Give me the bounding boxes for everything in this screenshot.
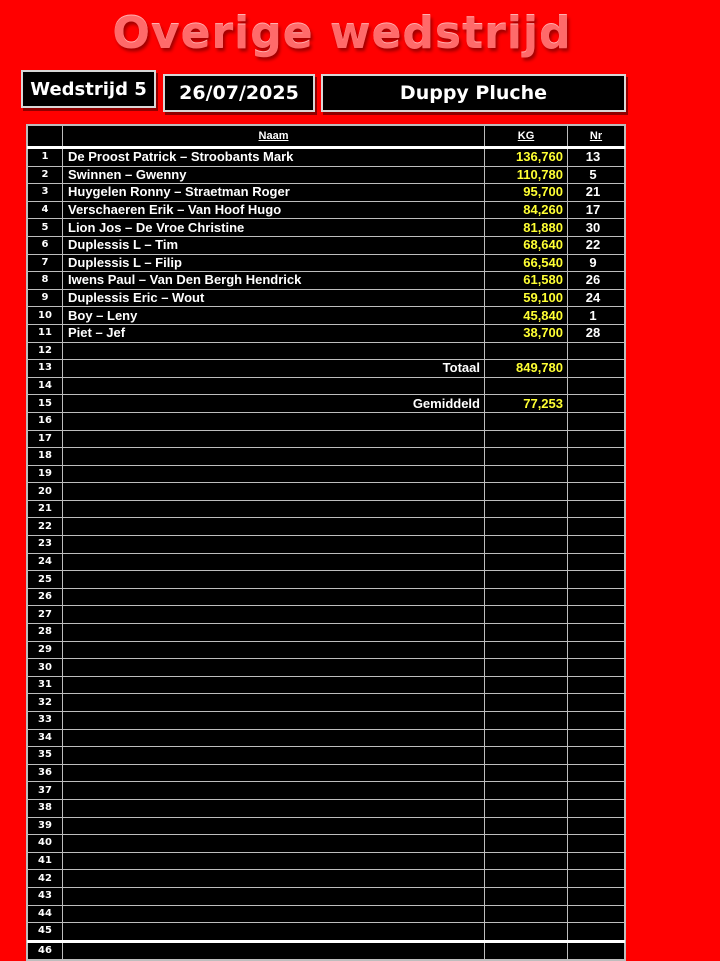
row-index: 27 [28, 606, 63, 624]
nr-value: 9 [568, 254, 625, 272]
kg-value [485, 870, 568, 888]
kg-value [485, 887, 568, 905]
kg-value [485, 694, 568, 712]
nr-value [568, 817, 625, 835]
row-index: 20 [28, 483, 63, 501]
nr-value [568, 852, 625, 870]
kg-value: 110,780 [485, 166, 568, 184]
participant-name [63, 852, 485, 870]
nr-value [568, 553, 625, 571]
row-index: 33 [28, 712, 63, 730]
kg-value: 59,100 [485, 289, 568, 307]
kg-value [485, 659, 568, 677]
table-row [28, 236, 625, 254]
table-row [28, 553, 625, 571]
kg-value [485, 712, 568, 730]
kg-value [485, 764, 568, 782]
kg-value [485, 852, 568, 870]
row-index: 46 [28, 941, 63, 960]
table-row [28, 941, 625, 960]
nr-value: 22 [568, 236, 625, 254]
table-header-row [28, 126, 625, 148]
nr-value [568, 342, 625, 360]
row-index: 25 [28, 571, 63, 589]
kg-value [485, 641, 568, 659]
kg-value [485, 817, 568, 835]
row-index: 44 [28, 905, 63, 923]
nr-value [568, 588, 625, 606]
kg-value [485, 676, 568, 694]
participant-name [63, 712, 485, 730]
row-index: 4 [28, 201, 63, 219]
kg-value: 77,253 [485, 395, 568, 413]
row-index: 30 [28, 659, 63, 677]
row-index: 8 [28, 272, 63, 290]
row-index: 31 [28, 676, 63, 694]
row-index: 6 [28, 236, 63, 254]
table-row [28, 219, 625, 237]
table-row [28, 201, 625, 219]
row-index: 38 [28, 799, 63, 817]
kg-value [485, 536, 568, 554]
participant-name [63, 430, 485, 448]
row-index: 2 [28, 166, 63, 184]
club-box: Duppy Pluche [321, 74, 626, 112]
table-row [28, 377, 625, 395]
kg-value [485, 553, 568, 571]
row-index: 21 [28, 500, 63, 518]
nr-value: 5 [568, 166, 625, 184]
nr-value [568, 905, 625, 923]
participant-name [63, 588, 485, 606]
participant-name [63, 641, 485, 659]
kg-value: 84,260 [485, 201, 568, 219]
row-index: 23 [28, 536, 63, 554]
table-row [28, 148, 625, 167]
participant-name [63, 923, 485, 942]
kg-value: 61,580 [485, 272, 568, 290]
row-index: 36 [28, 764, 63, 782]
table-row [28, 870, 625, 888]
kg-value [485, 923, 568, 942]
row-index: 42 [28, 870, 63, 888]
kg-value [485, 588, 568, 606]
participant-name [63, 571, 485, 589]
table-row [28, 588, 625, 606]
row-index: 24 [28, 553, 63, 571]
participant-name [63, 536, 485, 554]
nr-value [568, 483, 625, 501]
kg-value [485, 500, 568, 518]
nr-value [568, 659, 625, 677]
kg-value [485, 571, 568, 589]
table-row [28, 500, 625, 518]
kg-value [485, 448, 568, 466]
results-table [26, 124, 626, 961]
wedstrijd-number-box: Wedstrijd 5 [21, 70, 156, 108]
participant-name [63, 465, 485, 483]
nr-value: 24 [568, 289, 625, 307]
nr-value [568, 448, 625, 466]
kg-value [485, 377, 568, 395]
kg-value: 45,840 [485, 307, 568, 325]
nr-value: 13 [568, 148, 625, 167]
participant-name: Duplessis L – Filip [63, 254, 485, 272]
kg-value [485, 606, 568, 624]
table-row [28, 307, 625, 325]
participant-name [63, 606, 485, 624]
kg-value [485, 430, 568, 448]
table-row [28, 518, 625, 536]
kg-value [485, 782, 568, 800]
kg-value [485, 799, 568, 817]
row-index: 32 [28, 694, 63, 712]
kg-value [485, 941, 568, 960]
kg-value [485, 518, 568, 536]
table-row [28, 412, 625, 430]
nr-value [568, 500, 625, 518]
row-index: 11 [28, 324, 63, 342]
kg-value [485, 342, 568, 360]
participant-name [63, 887, 485, 905]
table-row [28, 712, 625, 730]
row-index: 5 [28, 219, 63, 237]
row-index: 35 [28, 747, 63, 765]
table-row [28, 448, 625, 466]
row-index: 28 [28, 624, 63, 642]
nr-value [568, 606, 625, 624]
table-row [28, 764, 625, 782]
participant-name [63, 747, 485, 765]
row-index: 26 [28, 588, 63, 606]
row-index: 15 [28, 395, 63, 413]
nr-value [568, 887, 625, 905]
kg-value [485, 624, 568, 642]
nr-value [568, 799, 625, 817]
table-row [28, 852, 625, 870]
summary-label: Totaal [63, 360, 485, 378]
row-index: 19 [28, 465, 63, 483]
participant-name [63, 412, 485, 430]
participant-name [63, 764, 485, 782]
participant-name [63, 835, 485, 853]
table-row [28, 430, 625, 448]
participant-name [63, 483, 485, 501]
row-index: 17 [28, 430, 63, 448]
row-index: 37 [28, 782, 63, 800]
table-row [28, 465, 625, 483]
table-row [28, 272, 625, 290]
participant-name [63, 518, 485, 536]
table-row [28, 747, 625, 765]
kg-value [485, 412, 568, 430]
table-row [28, 887, 625, 905]
participant-name [63, 553, 485, 571]
kg-value [485, 483, 568, 501]
kg-value [485, 905, 568, 923]
nr-value: 17 [568, 201, 625, 219]
nr-value: 21 [568, 184, 625, 202]
nr-value: 1 [568, 307, 625, 325]
row-index: 9 [28, 289, 63, 307]
row-index: 1 [28, 148, 63, 167]
nr-value [568, 835, 625, 853]
nr-value [568, 412, 625, 430]
table-row [28, 483, 625, 501]
table-row [28, 254, 625, 272]
kg-value: 849,780 [485, 360, 568, 378]
table-row [28, 342, 625, 360]
kg-value [485, 465, 568, 483]
nr-value [568, 395, 625, 413]
nr-value [568, 465, 625, 483]
nr-value [568, 941, 625, 960]
table-row [28, 360, 625, 378]
date-box: 26/07/2025 [163, 74, 315, 112]
kg-value: 38,700 [485, 324, 568, 342]
participant-name: Piet – Jef [63, 324, 485, 342]
participant-name [63, 799, 485, 817]
participant-name [63, 500, 485, 518]
table-row [28, 659, 625, 677]
row-index: 39 [28, 817, 63, 835]
column-header-nr: Nr [568, 126, 625, 148]
table-row [28, 624, 625, 642]
row-index: 16 [28, 412, 63, 430]
kg-value: 81,880 [485, 219, 568, 237]
nr-value [568, 747, 625, 765]
row-index: 29 [28, 641, 63, 659]
table-row [28, 835, 625, 853]
nr-value [568, 518, 625, 536]
participant-name: Lion Jos – De Vroe Christine [63, 219, 485, 237]
row-index: 18 [28, 448, 63, 466]
table-row [28, 536, 625, 554]
participant-name: Swinnen – Gwenny [63, 166, 485, 184]
table-row [28, 289, 625, 307]
table-row [28, 817, 625, 835]
participant-name [63, 694, 485, 712]
nr-value: 26 [568, 272, 625, 290]
participant-name [63, 659, 485, 677]
row-index: 12 [28, 342, 63, 360]
nr-value [568, 870, 625, 888]
table-row [28, 799, 625, 817]
nr-value [568, 712, 625, 730]
summary-label: Gemiddeld [63, 395, 485, 413]
participant-name: Verschaeren Erik – Van Hoof Hugo [63, 201, 485, 219]
kg-value [485, 835, 568, 853]
table-row [28, 166, 625, 184]
nr-value [568, 764, 625, 782]
table-row [28, 923, 625, 942]
nr-value [568, 624, 625, 642]
participant-name [63, 817, 485, 835]
participant-name [63, 448, 485, 466]
row-index: 41 [28, 852, 63, 870]
kg-value: 66,540 [485, 254, 568, 272]
row-index: 22 [28, 518, 63, 536]
row-index: 14 [28, 377, 63, 395]
row-index: 34 [28, 729, 63, 747]
kg-value: 95,700 [485, 184, 568, 202]
row-index: 7 [28, 254, 63, 272]
participant-name [63, 377, 485, 395]
row-index: 40 [28, 835, 63, 853]
table-row [28, 395, 625, 413]
kg-value: 136,760 [485, 148, 568, 167]
table-row [28, 184, 625, 202]
nr-value [568, 360, 625, 378]
table-row [28, 729, 625, 747]
table-row [28, 606, 625, 624]
table-row [28, 676, 625, 694]
participant-name [63, 941, 485, 960]
participant-name [63, 624, 485, 642]
participant-name [63, 342, 485, 360]
participant-name: Huygelen Ronny – Straetman Roger [63, 184, 485, 202]
participant-name [63, 676, 485, 694]
kg-value [485, 747, 568, 765]
participant-name [63, 870, 485, 888]
nr-value [568, 377, 625, 395]
participant-name [63, 905, 485, 923]
table-row [28, 571, 625, 589]
table-row [28, 905, 625, 923]
page-title: Overige wedstrijd [112, 8, 572, 59]
participant-name [63, 729, 485, 747]
row-index: 43 [28, 887, 63, 905]
row-index: 3 [28, 184, 63, 202]
nr-value: 28 [568, 324, 625, 342]
nr-value [568, 430, 625, 448]
row-index: 45 [28, 923, 63, 942]
nr-value [568, 676, 625, 694]
participant-name: De Proost Patrick – Stroobants Mark [63, 148, 485, 167]
nr-value: 30 [568, 219, 625, 237]
participant-name: Duplessis L – Tim [63, 236, 485, 254]
nr-value [568, 641, 625, 659]
row-index: 13 [28, 360, 63, 378]
table-row [28, 324, 625, 342]
table-row [28, 782, 625, 800]
nr-value [568, 923, 625, 942]
nr-value [568, 694, 625, 712]
nr-value [568, 729, 625, 747]
participant-name: Iwens Paul – Van Den Bergh Hendrick [63, 272, 485, 290]
column-header-kg: KG [485, 126, 568, 148]
table-row [28, 641, 625, 659]
kg-value [485, 729, 568, 747]
column-header-naam: Naam [63, 126, 485, 148]
column-header-index [28, 126, 63, 148]
participant-name: Duplessis Eric – Wout [63, 289, 485, 307]
nr-value [568, 782, 625, 800]
nr-value [568, 536, 625, 554]
participant-name [63, 782, 485, 800]
nr-value [568, 571, 625, 589]
participant-name: Boy – Leny [63, 307, 485, 325]
kg-value: 68,640 [485, 236, 568, 254]
row-index: 10 [28, 307, 63, 325]
table-row [28, 694, 625, 712]
